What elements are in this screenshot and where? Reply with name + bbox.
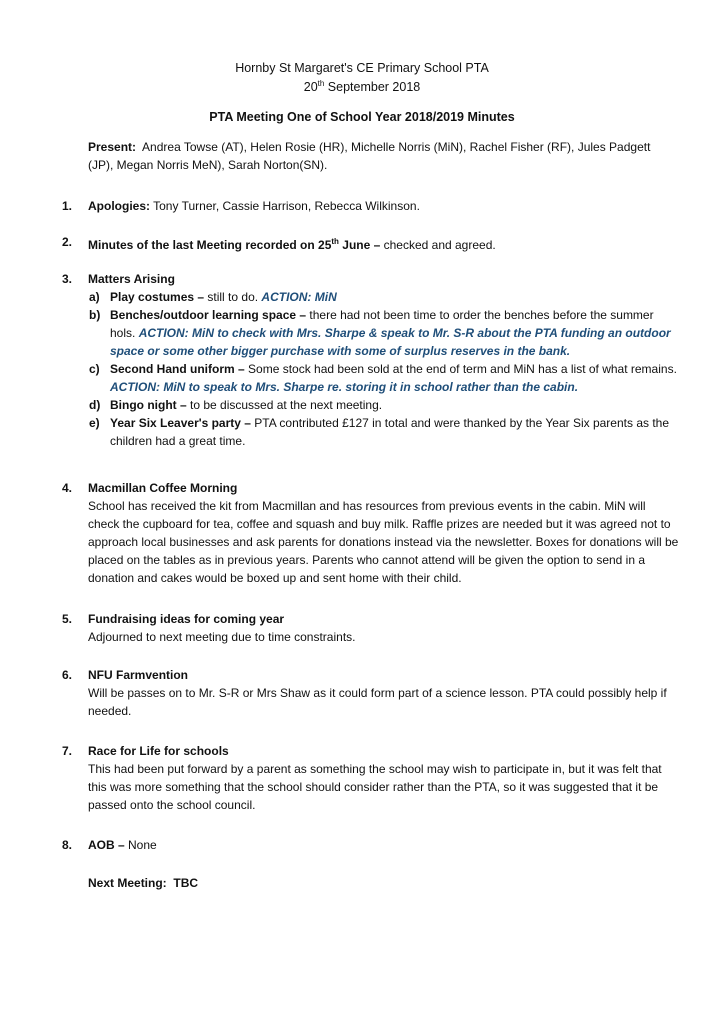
item-heading: Apologies: [88, 199, 150, 213]
item-number: 3. [62, 272, 73, 286]
sub-item-benches [86, 306, 680, 360]
heading-part: June – [338, 238, 384, 252]
sub-letter: b) [89, 308, 101, 322]
heading-part: Minutes of the last Meeting recorded on 25 [88, 238, 332, 252]
sub-heading: Play costumes – [110, 290, 208, 304]
item-apologies [62, 197, 680, 215]
item-matters-arising [62, 270, 680, 450]
item-macmillan [62, 479, 680, 587]
item-number: 1. [62, 199, 73, 213]
item-heading: Macmillan Coffee Morning [88, 481, 238, 495]
item-number: 7. [62, 744, 73, 758]
action-note: ACTION: MiN [261, 290, 337, 304]
next-meeting-value: TBC [173, 876, 199, 890]
meeting-date [0, 76, 724, 95]
sub-heading: Year Six Leaver's party – [110, 416, 255, 430]
item-number: 5. [62, 612, 73, 626]
document-header [0, 60, 724, 125]
sub-letter: e) [89, 416, 100, 430]
sub-list [86, 288, 680, 450]
sub-text: there had not been time to order the benches before the summer hols. [110, 308, 654, 340]
sub-letter: a) [89, 290, 100, 304]
date-rest: September 2018 [324, 80, 421, 95]
item-number: 4. [62, 481, 73, 495]
sub-item-leavers-party [86, 414, 680, 450]
next-meeting-label: Next Meeting: [88, 876, 167, 890]
sub-item-uniform [86, 360, 680, 396]
item-text: Will be passes on to Mr. S-R or Mrs Shaw as it could form part of a science lesson. PTA could possibly help if needed. [88, 686, 667, 718]
school-name: Hornby St Margaret's CE Primary School PTA [235, 61, 489, 75]
sub-item-play-costumes [86, 288, 680, 306]
item-text: School has received the kit from Macmillan and has resources from previous events in the cabin. MiN will check the cupboard for tea, coffee and squash and buy milk. Raffle prizes are needed but it was agreed not to approach local businesses and ask parents for donations instead via the newsletter. Boxes for donations will be placed on the tables as in previous years. Parents who cannot attend will be given the option to send in a donation and cakes would be boxed up and sent home with their child. [88, 499, 679, 585]
item-minutes [62, 233, 680, 254]
item-heading: Matters Arising [88, 272, 175, 286]
present-names: Andrea Towse (AT), Helen Rosie (HR), Michelle Norris (MiN), Rachel Fisher (RF), Jules Padgett (JP), Megan Norris MeN), Sarah Norton(SN). [88, 140, 651, 172]
date-suffix: th [317, 79, 325, 88]
item-race-for-life [62, 742, 680, 814]
item-heading: Fundraising ideas for coming year [88, 612, 285, 626]
action-note: ACTION: MiN to speak to Mrs. Sharpe re. storing it in school rather than the cabin. [110, 380, 579, 394]
sub-heading: Second Hand uniform – [110, 362, 249, 376]
document-title: PTA Meeting One of School Year 2018/2019 Minutes [209, 110, 515, 125]
item-text: This had been put forward by a parent as something the school may wish to participate in, but it was felt that this was more something that the school should consider rather than the PTA, so it was suggested that it be passed onto the school council. [88, 762, 662, 812]
item-number: 8. [62, 838, 73, 852]
sub-text: PTA contributed £127 in total and were thanked by the Year Six parents as the children had a great time. [110, 416, 670, 448]
action-note: ACTION: MiN to check with Mrs. Sharpe & speak to Mr. S-R about the PTA funding an outdoor space or some other bigger purchase with some of surplus reserves in the bank. [110, 326, 671, 358]
sub-letter: c) [89, 362, 100, 376]
sub-heading: Bingo night – [110, 398, 190, 412]
item-text: Adjourned to next meeting due to time constraints. [88, 630, 356, 644]
item-number: 2. [62, 235, 73, 249]
item-heading [88, 238, 384, 252]
sub-item-bingo [86, 396, 680, 414]
item-text: checked and agreed. [383, 238, 496, 252]
item-text: Tony Turner, Cassie Harrison, Rebecca Wilkinson. [153, 199, 420, 213]
item-nfu-farmvention [62, 666, 680, 720]
present-list [88, 138, 678, 174]
item-aob [62, 836, 680, 854]
sub-letter: d) [89, 398, 101, 412]
sub-text: still to do. [207, 290, 262, 304]
next-meeting [88, 874, 198, 892]
item-heading: NFU Farmvention [88, 668, 189, 682]
sub-text: Some stock had been sold at the end of term and MiN has a list of what remains. [248, 362, 677, 376]
date-day: 20 [303, 80, 318, 95]
heading-sup: th [331, 237, 339, 246]
item-heading: AOB – [88, 838, 129, 852]
item-fundraising [62, 610, 680, 646]
sub-heading: Benches/outdoor learning space – [110, 308, 310, 322]
item-heading: Race for Life for schools [88, 744, 229, 758]
item-number: 6. [62, 668, 73, 682]
item-text: None [128, 838, 157, 852]
present-label: Present: [88, 140, 137, 154]
sub-text: to be discussed at the next meeting. [190, 398, 383, 412]
